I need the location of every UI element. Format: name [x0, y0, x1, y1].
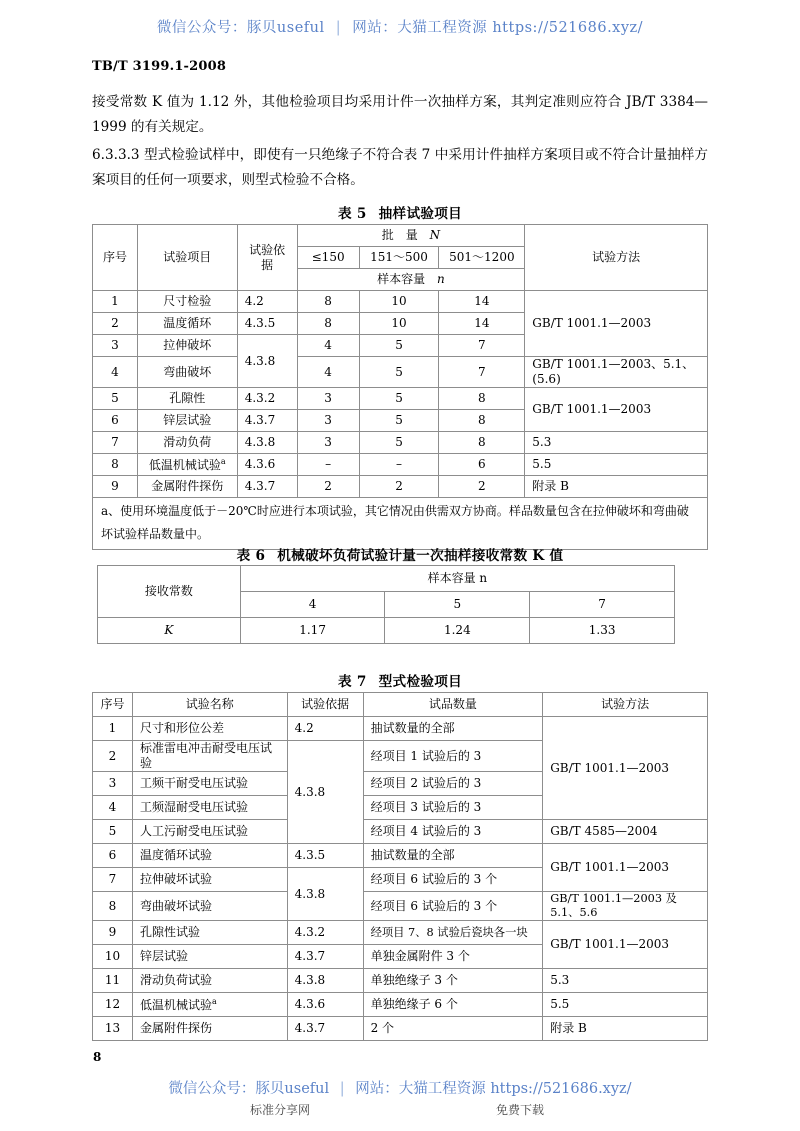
table5-th-basis-line1: 试验依: [249, 242, 286, 257]
table7-r12-seq: 12: [93, 993, 133, 1017]
table5-th-lot3: 501～1200: [439, 247, 525, 269]
table7-r6-basis: 4.3.5: [287, 844, 363, 868]
table7-r4-quantity: 经项目 3 试验后的 3: [363, 796, 543, 820]
table5-r5-n3: 8: [439, 388, 525, 410]
table7-r11-basis: 4.3.8: [287, 969, 363, 993]
table5-r1-n2: 10: [359, 291, 439, 313]
table7-r13-seq: 13: [93, 1017, 133, 1041]
table5-r2-n3: 14: [439, 313, 525, 335]
table7-caption-text: 型式检验项目: [378, 674, 463, 690]
table7-r12-name-text: 低温机械试验: [139, 997, 212, 1012]
watermark-site-label: 网站：大猫工程资源: [352, 20, 488, 36]
table7-r12-quantity: 单独绝缘子 6 个: [363, 993, 543, 1017]
table7-r11-seq: 11: [93, 969, 133, 993]
table7-method-row-11: 5.3: [543, 969, 708, 993]
table7-r2-name: 标准雷电冲击耐受电压试验: [132, 741, 287, 772]
table5-r6-item: 锌层试验: [137, 410, 237, 432]
table5-r4-seq: 4: [93, 357, 138, 388]
table5-th-batch: [297, 225, 525, 247]
table5-method-row-8: 5.5: [525, 454, 708, 476]
table7-r2-seq: 2: [93, 741, 133, 772]
table6-sample-size-3: 7: [530, 592, 675, 618]
table5-r9-seq: 9: [93, 476, 138, 498]
watermark-sub-left: 标准分享网: [249, 1103, 310, 1117]
table7-r7-name: 拉伸破坏试验: [132, 868, 287, 892]
table7-r6-name: 温度循环试验: [132, 844, 287, 868]
table5-method-rows-1-3: GB/T 1001.1—2003: [525, 291, 708, 357]
table5-r3-n2: 5: [359, 335, 439, 357]
table5-r9-item: 金属附件探伤: [137, 476, 237, 498]
bottom-watermark-banner: [0, 1077, 800, 1098]
table5-th-lot1: ≤150: [297, 247, 359, 269]
table-row: [98, 618, 675, 644]
table5-r5-item: 孔隙性: [137, 388, 237, 410]
table-row: [93, 432, 708, 454]
table5-r1-item: 尺寸检验: [137, 291, 237, 313]
table7-r5-quantity: 经项目 4 试验后的 3: [363, 820, 543, 844]
acceptance-constant-k-table: [97, 565, 675, 644]
table5-r8-n3: 6: [439, 454, 525, 476]
table-row: [93, 717, 708, 741]
footnote-marker-a: a: [220, 456, 226, 466]
table5-th-basis: [237, 225, 297, 291]
table7-r7-seq: 7: [93, 868, 133, 892]
top-watermark-banner: [0, 16, 800, 37]
table7-method-rows-6-7: GB/T 1001.1—2003: [543, 844, 708, 892]
table6-caption-text: 机械破坏负荷试验计量一次抽样接收常数 K 值: [277, 548, 564, 564]
table7-th-method: 试验方法: [543, 693, 708, 717]
table5-r3-n1: 4: [297, 335, 359, 357]
table5-method-row-4: GB/T 1001.1—2003、5.1、(5.6): [525, 357, 708, 388]
table5-r7-n2: 5: [359, 432, 439, 454]
table5-r8-seq: 8: [93, 454, 138, 476]
table7-caption-number: 表 7: [337, 674, 367, 690]
table5-footnote: a、使用环境温度低于－20℃时应进行本项试验，其它情况由供需双方协商。样品数量包含在拉伸破坏和弯曲破坏试验样品数量中。: [93, 498, 708, 550]
table7-method-row-13: 附录 B: [543, 1017, 708, 1041]
table6-th-sample-size: 样本容量 n: [240, 566, 674, 592]
paragraph-1: 接受常数 K 值为 1.12 外，其他检验项目均采用计件一次抽样方案，其判定准则应符合 JB/T 3384—1999 的有关规定。: [92, 94, 708, 135]
table7-r10-seq: 10: [93, 945, 133, 969]
table7-r8-name: 弯曲破坏试验: [132, 892, 287, 921]
table-row: [93, 844, 708, 868]
table5-r3-n3: 7: [439, 335, 525, 357]
table7-r1-basis: 4.2: [287, 717, 363, 741]
table5-r4-item: 弯曲破坏: [137, 357, 237, 388]
table7-r5-seq: 5: [93, 820, 133, 844]
table-row: [93, 476, 708, 498]
table7-th-seq: 序号: [93, 693, 133, 717]
table5-r1-n3: 14: [439, 291, 525, 313]
table7-r1-seq: 1: [93, 717, 133, 741]
table5-th-method: 试验方法: [525, 225, 708, 291]
table7-r6-seq: 6: [93, 844, 133, 868]
table7-caption: [0, 670, 800, 690]
table6-sample-size-2: 5: [385, 592, 530, 618]
table7-method-row-5: GB/T 4585—2004: [543, 820, 708, 844]
watermark-separator-bottom: |: [339, 1081, 345, 1097]
table5-r3-item: 拉伸破坏: [137, 335, 237, 357]
table6-k-label: K: [98, 618, 241, 644]
table5-r9-basis: 4.3.7: [237, 476, 297, 498]
table7-method-rows-9-10: GB/T 1001.1—2003: [543, 921, 708, 969]
table5-r7-n1: 3: [297, 432, 359, 454]
table5-r6-n1: 3: [297, 410, 359, 432]
table5-th-item: 试验项目: [137, 225, 237, 291]
table-row: [93, 1017, 708, 1041]
table5-r7-n3: 8: [439, 432, 525, 454]
table5-caption: [0, 202, 800, 222]
table5-method-row-7: 5.3: [525, 432, 708, 454]
table6-caption: [0, 544, 800, 564]
table5-th-sample-size-symbol: n: [437, 272, 445, 286]
table5-basis-rows-3-4: 4.3.8: [237, 335, 297, 388]
table-row: [93, 921, 708, 945]
table5-r6-n2: 5: [359, 410, 439, 432]
table5-r8-basis: 4.3.6: [237, 454, 297, 476]
table5-r8-item: [137, 454, 237, 476]
table5-th-sample-size: [297, 269, 525, 291]
table7-r13-name: 金属附件探伤: [132, 1017, 287, 1041]
bottom-watermark-subline: [0, 1101, 800, 1118]
table7-r12-basis: 4.3.6: [287, 993, 363, 1017]
table7-r3-name: 工频干耐受电压试验: [132, 772, 287, 796]
table6-header-row-1: [98, 566, 675, 592]
table5-th-sample-size-label: 样本容量: [377, 272, 426, 286]
table7-r9-basis: 4.3.2: [287, 921, 363, 945]
table7-r9-name: 孔隙性试验: [132, 921, 287, 945]
watermark-sub-right: 免费下载: [495, 1103, 544, 1117]
table7-method-row-12: 5.5: [543, 993, 708, 1017]
table7-method-row-8: GB/T 1001.1—2003 及 5.1、5.6: [543, 892, 708, 921]
table5-th-batch-symbol: N: [429, 228, 441, 242]
table5-r3-seq: 3: [93, 335, 138, 357]
table7-r4-seq: 4: [93, 796, 133, 820]
table7-method-rows-1-4: GB/T 1001.1—2003: [543, 717, 708, 820]
table5-th-basis-line2: 据: [261, 257, 274, 272]
table5-header-row-1: [93, 225, 708, 247]
table7-r10-quantity: 单独金属附件 3 个: [363, 945, 543, 969]
table-row: [93, 291, 708, 313]
table5-r8-n1: –: [297, 454, 359, 476]
table5-r4-n1: 4: [297, 357, 359, 388]
table5-r1-basis: 4.2: [237, 291, 297, 313]
table5-r6-seq: 6: [93, 410, 138, 432]
table6-th-constant: 接收常数: [98, 566, 241, 618]
footnote-marker-a: a: [211, 996, 217, 1006]
table7-th-basis: 试验依据: [287, 693, 363, 717]
table7-r13-quantity: 2 个: [363, 1017, 543, 1041]
table7-r10-basis: 4.3.7: [287, 945, 363, 969]
table7-r3-quantity: 经项目 2 试验后的 3: [363, 772, 543, 796]
watermark-wechat-label: 微信公众号：豚贝useful: [156, 20, 325, 36]
table5-r9-n3: 2: [439, 476, 525, 498]
table5-r5-basis: 4.3.2: [237, 388, 297, 410]
table7-r8-seq: 8: [93, 892, 133, 921]
table5-r4-n3: 7: [439, 357, 525, 388]
table5-r7-item: 滑动负荷: [137, 432, 237, 454]
page-number: 8: [93, 1050, 102, 1064]
table5-r4-n2: 5: [359, 357, 439, 388]
table7-r11-name: 滑动负荷试验: [132, 969, 287, 993]
table5-r6-n3: 8: [439, 410, 525, 432]
table5-r9-n2: 2: [359, 476, 439, 498]
table5-r2-n1: 8: [297, 313, 359, 335]
table6-k-value-2: 1.24: [385, 618, 530, 644]
table5-th-lot2: 151～500: [359, 247, 439, 269]
table-row: [93, 993, 708, 1017]
standard-number-header: TB/T 3199.1-2008: [92, 59, 227, 74]
table7-r8-quantity: 经项目 6 试验后的 3 个: [363, 892, 543, 921]
table-row: [93, 820, 708, 844]
watermark-site-label-bottom: 网站：大猫工程资源: [355, 1081, 486, 1097]
watermark-separator: |: [335, 20, 342, 36]
table7-r10-name: 锌层试验: [132, 945, 287, 969]
table7-th-quantity: 试品数量: [363, 693, 543, 717]
table7-r12-name: [132, 993, 287, 1017]
table-row: [93, 388, 708, 410]
table7-r1-name: 尺寸和形位公差: [132, 717, 287, 741]
watermark-url-bottom: https://521686.xyz/: [490, 1081, 632, 1097]
table5-method-rows-5-6: GB/T 1001.1—2003: [525, 388, 708, 432]
table-row: [93, 969, 708, 993]
table6-sample-size-1: 4: [240, 592, 385, 618]
table7-r11-quantity: 单独绝缘子 3 个: [363, 969, 543, 993]
table5-r1-n1: 8: [297, 291, 359, 313]
watermark-url: https://521686.xyz/: [492, 20, 644, 36]
table5-r5-seq: 5: [93, 388, 138, 410]
table7-r7-quantity: 经项目 6 试验后的 3 个: [363, 868, 543, 892]
table5-r7-seq: 7: [93, 432, 138, 454]
table7-r13-basis: 4.3.7: [287, 1017, 363, 1041]
table5-caption-text: 抽样试验项目: [378, 206, 463, 222]
table6-caption-number: 表 6: [236, 548, 266, 564]
table5-r2-n2: 10: [359, 313, 439, 335]
table5-r2-basis: 4.3.5: [237, 313, 297, 335]
table7-r1-quantity: 抽试数量的全部: [363, 717, 543, 741]
table7-th-name: 试验名称: [132, 693, 287, 717]
table5-r2-seq: 2: [93, 313, 138, 335]
paragraph-2: 6.3.3.3 型式检验试样中，即使有一只绝缘子不符合表 7 中采用计件抽样方案项目或不符合计量抽样方案项目的任何一项要求，则型式检验不合格。: [92, 147, 708, 188]
table6-k-value-1: 1.17: [240, 618, 385, 644]
table7-basis-rows-7-8: 4.3.8: [287, 868, 363, 921]
table5-r6-basis: 4.3.7: [237, 410, 297, 432]
table5-th-seq: 序号: [93, 225, 138, 291]
table5-r1-seq: 1: [93, 291, 138, 313]
sampling-test-items-table: [92, 224, 708, 550]
table7-r5-name: 人工污耐受电压试验: [132, 820, 287, 844]
table5-th-batch-label: 批 量: [381, 228, 418, 242]
table5-r5-n2: 5: [359, 388, 439, 410]
table5-r9-n1: 2: [297, 476, 359, 498]
table-row: [93, 357, 708, 388]
table7-r3-seq: 3: [93, 772, 133, 796]
table5-r7-basis: 4.3.8: [237, 432, 297, 454]
table7-header-row: [93, 693, 708, 717]
table7-r6-quantity: 抽试数量的全部: [363, 844, 543, 868]
table5-r8-n2: –: [359, 454, 439, 476]
table7-r9-seq: 9: [93, 921, 133, 945]
type-test-items-table: [92, 692, 708, 1041]
table5-method-row-9: 附录 B: [525, 476, 708, 498]
table7-basis-rows-2-5: 4.3.8: [287, 741, 363, 844]
table7-r9-quantity: 经项目 7、8 试验后瓷块各一块: [363, 921, 543, 945]
table-row: [93, 892, 708, 921]
table6-k-value-3: 1.33: [530, 618, 675, 644]
table5-r2-item: 温度循环: [137, 313, 237, 335]
watermark-wechat-label-bottom: 微信公众号：豚贝useful: [168, 1081, 330, 1097]
table5-r8-item-text: 低温机械试验: [148, 457, 221, 472]
table5-footnote-row: [93, 498, 708, 550]
table5-r5-n1: 3: [297, 388, 359, 410]
table5-caption-number: 表 5: [337, 206, 367, 222]
table-row: [93, 454, 708, 476]
table7-r4-name: 工频湿耐受电压试验: [132, 796, 287, 820]
table7-r2-quantity: 经项目 1 试验后的 3: [363, 741, 543, 772]
